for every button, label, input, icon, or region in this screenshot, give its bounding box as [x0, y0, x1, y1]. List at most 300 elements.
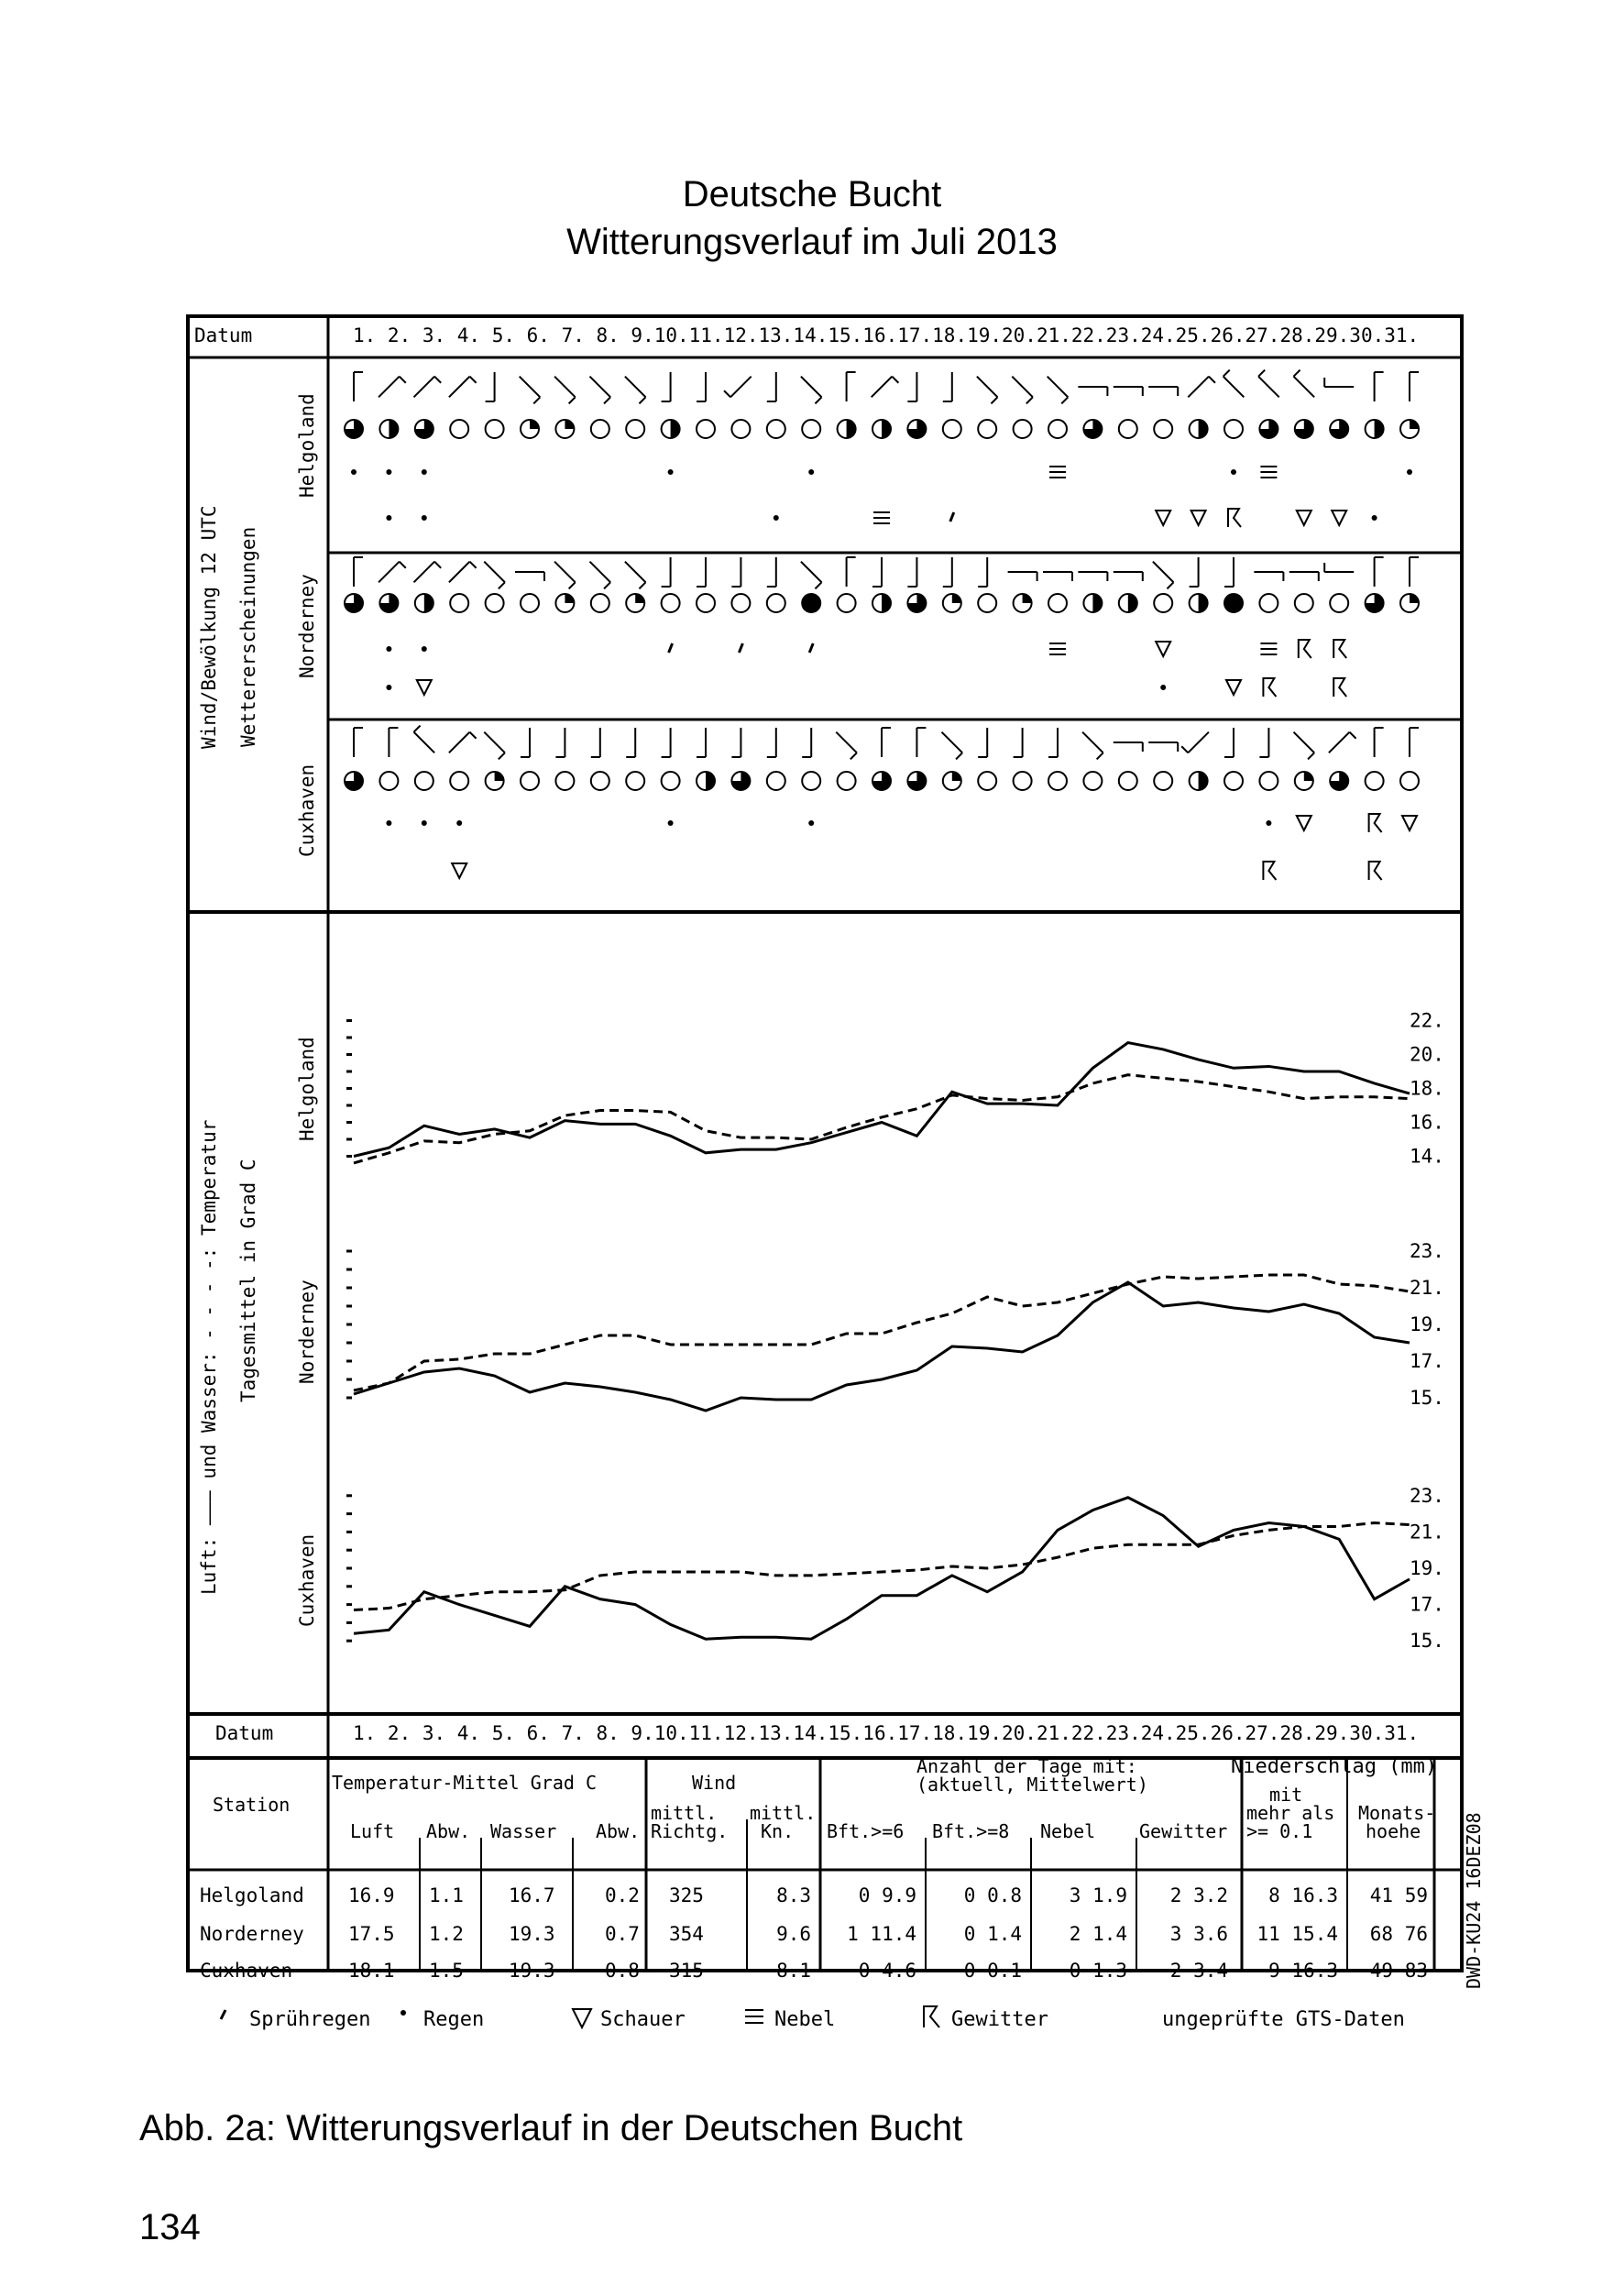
cloud-cover-icon	[1224, 594, 1243, 612]
col-richtg-2: Richtg.	[651, 1820, 729, 1842]
table-cell-kn: 8.1	[776, 1960, 811, 1982]
weather-phenomenon-icon	[1226, 680, 1241, 695]
cloud-cover-icon	[1366, 420, 1384, 438]
station-label-helgoland-weather: Helgoland	[296, 393, 318, 498]
weather-symbols	[345, 370, 1419, 880]
cloud-cover-icon	[486, 772, 504, 790]
weather-phenomenon-icon	[1333, 640, 1346, 658]
weather-phenomenon-icon	[452, 863, 466, 878]
cloud-cover-icon	[415, 594, 433, 612]
weather-phenomenon-icon	[1160, 685, 1166, 690]
weather-phenomenon-icon	[417, 680, 432, 695]
wind-barb-icon	[449, 562, 477, 583]
weather-phenomenon-icon	[1332, 511, 1346, 525]
y-tick-label: 17.	[1410, 1593, 1444, 1616]
table-cell-bft6: 0 9.9	[858, 1884, 916, 1906]
weather-phenomenon-icon	[456, 820, 462, 826]
cloud-cover-icon	[802, 420, 820, 438]
cloud-cover-icon	[1295, 420, 1313, 438]
wind-barb-icon	[589, 562, 610, 589]
y-tick-label: 21.	[1410, 1277, 1444, 1299]
table-cell-wasser: 16.7	[509, 1884, 555, 1906]
wind-barb-icon	[1082, 732, 1103, 760]
wind-barb-icon	[389, 728, 398, 757]
wind-barb-icon	[413, 562, 441, 583]
weather-phenomenon-icon	[386, 469, 391, 475]
table-cell-station: Norderney	[200, 1923, 304, 1945]
wind-barb-icon	[591, 728, 600, 757]
cloud-cover-icon	[591, 772, 609, 790]
cloud-cover-icon	[907, 594, 926, 612]
cloud-cover-icon	[345, 420, 363, 438]
page-subtitle: Witterungsverlauf im Juli 2013	[566, 222, 1058, 262]
wind-barb-icon	[1048, 377, 1069, 404]
wind-barb-icon	[731, 728, 741, 757]
cloud-cover-icon	[1224, 420, 1243, 438]
cloud-cover-icon	[1400, 420, 1419, 438]
cloud-cover-icon	[626, 420, 644, 438]
table-cell-monat: 49 83	[1369, 1960, 1428, 1982]
wind-barb-icon	[515, 572, 544, 581]
wind-barb-icon	[521, 728, 530, 757]
cloud-cover-icon	[838, 594, 856, 612]
table-cell-nebel: 0 1.3	[1069, 1960, 1127, 1982]
wind-barb-icon	[413, 726, 434, 753]
cloud-cover-icon	[345, 772, 363, 790]
col-luft: Luft	[350, 1820, 395, 1842]
weather-phenomenon-icon	[1266, 820, 1271, 826]
cloud-cover-icon	[1295, 594, 1313, 612]
col-mehr-3: >= 0.1	[1246, 1820, 1313, 1842]
wind-barb-icon	[943, 557, 952, 587]
wind-barb-icon	[731, 557, 741, 587]
cloud-cover-icon	[555, 420, 574, 438]
legend-gewitter: Gewitter	[951, 2008, 1048, 2031]
cloud-cover-icon	[626, 594, 644, 612]
weather-phenomenon-icon	[1156, 642, 1170, 656]
wind-barb-icon	[872, 557, 882, 587]
weather-phenomenon-icon	[386, 515, 391, 521]
col-abw1: Abw.	[426, 1820, 471, 1842]
table-cell-abw2: 0.2	[605, 1884, 640, 1906]
table-cell-kn: 9.6	[776, 1923, 811, 1945]
side-code: DWD-KU24 16DEZ08	[1463, 1812, 1485, 1989]
wind-barb-icon	[1293, 732, 1314, 760]
col-bft8: Bft.>=8	[932, 1820, 1010, 1842]
table-cell-richtg: 354	[669, 1923, 704, 1945]
wind-barb-icon	[1375, 372, 1384, 401]
cloud-cover-icon	[1330, 594, 1348, 612]
wind-barb-icon	[836, 732, 857, 760]
wind-barb-icon	[977, 377, 998, 404]
cloud-cover-icon	[450, 772, 468, 790]
col-nebel: Nebel	[1040, 1820, 1096, 1842]
weather-phenomenon-icon	[422, 820, 427, 826]
cloud-cover-icon	[978, 772, 996, 790]
wind-barb-icon	[801, 377, 822, 404]
wind-barb-icon	[1188, 377, 1215, 398]
weather-phenomenon-icon	[422, 469, 427, 475]
wind-barb-icon	[486, 372, 495, 401]
cloud-cover-icon	[1048, 772, 1067, 790]
wind-barb-icon	[1114, 572, 1143, 581]
table-cell-luft: 17.5	[348, 1923, 395, 1945]
wind-barb-icon	[941, 732, 962, 760]
cloud-cover-icon	[838, 420, 856, 438]
table-cell-abw2: 0.7	[605, 1923, 640, 1945]
weather-phenomenon-icon	[668, 469, 674, 475]
table-cell-abw1: 1.5	[429, 1960, 464, 1982]
cloud-cover-icon	[943, 420, 961, 438]
wind-barb-icon	[1410, 728, 1419, 757]
wind-barb-icon	[449, 377, 477, 398]
y-tick-label: 19.	[1410, 1557, 1444, 1579]
weather-phenomenon-icon	[386, 646, 391, 652]
y-tick-label: 22.	[1410, 1009, 1444, 1032]
days-group-header-1: Anzahl der Tage mit:	[916, 1755, 1137, 1777]
cloud-cover-icon	[1295, 772, 1313, 790]
cloud-cover-icon	[978, 420, 996, 438]
wind-barb-icon	[1375, 728, 1384, 757]
wind-barb-icon	[554, 377, 576, 404]
weather-phenomenon-icon	[1191, 511, 1206, 525]
cloud-cover-icon	[662, 420, 680, 438]
cloud-cover-icon	[1190, 772, 1208, 790]
wind-barb-icon	[354, 557, 363, 587]
legend-nebel: Nebel	[774, 2008, 836, 2031]
table-cell-gewitter: 3 3.6	[1169, 1923, 1228, 1945]
wind-barb-icon	[1259, 728, 1268, 757]
table-cell-bft6: 0 4.6	[858, 1960, 916, 1982]
y-tick-label: 19.	[1410, 1313, 1444, 1335]
weather-side-label-1: Wind/Bewölkung 12 UTC	[198, 505, 220, 749]
cloud-cover-icon	[486, 420, 504, 438]
station-label-helgoland-temp: Helgoland	[296, 1037, 318, 1141]
weather-phenomenon-icon	[1402, 816, 1417, 830]
table-cell-richtg: 325	[669, 1884, 704, 1906]
cloud-cover-icon	[521, 772, 539, 790]
wind-barb-icon	[354, 728, 363, 757]
wind-barb-icon	[662, 372, 671, 401]
wind-barb-icon	[1375, 557, 1384, 587]
weather-phenomenon-icon	[1263, 678, 1276, 697]
weather-phenomenon-icon	[809, 643, 813, 653]
wind-barb-icon	[802, 728, 811, 757]
weather-phenomenon-icon	[422, 646, 427, 652]
wind-barb-icon	[1153, 562, 1174, 589]
cloud-cover-icon	[1119, 772, 1137, 790]
table-cell-wasser: 19.3	[509, 1960, 555, 1982]
wind-barb-icon	[1048, 728, 1058, 757]
wind-barb-icon	[907, 372, 916, 401]
weather-side-label-2: Wettererscheinungen	[237, 526, 259, 747]
wind-barb-icon	[1410, 557, 1419, 587]
table-cell-kn: 8.3	[776, 1884, 811, 1906]
weather-phenomenon-icon	[808, 820, 814, 826]
drizzle-icon	[221, 2010, 225, 2019]
air-temp-line	[354, 1282, 1410, 1411]
precip-group-header: Niederschlag (mm)	[1231, 1755, 1438, 1778]
wind-barb-icon	[847, 557, 856, 587]
wind-barb-icon	[662, 557, 671, 587]
wind-barb-icon	[413, 377, 441, 398]
cloud-cover-icon	[767, 420, 785, 438]
wind-barb-icon	[354, 372, 363, 401]
cloud-cover-icon	[1366, 594, 1384, 612]
wind-barb-icon	[379, 377, 406, 398]
legend	[221, 2006, 1405, 2031]
weather-phenomenon-icon	[739, 643, 742, 653]
wind-barb-icon	[1043, 572, 1072, 581]
cloud-cover-icon	[1330, 772, 1348, 790]
wind-barb-icon	[1014, 728, 1023, 757]
cloud-cover-icon	[1014, 420, 1032, 438]
cloud-cover-icon	[415, 420, 433, 438]
weather-phenomenon-icon	[422, 515, 427, 521]
table-cell-abw1: 1.1	[429, 1884, 464, 1906]
cloud-cover-icon	[943, 772, 961, 790]
cloud-cover-icon	[1330, 420, 1348, 438]
cloud-cover-icon	[697, 594, 715, 612]
table-cell-bft8: 0 0.8	[963, 1884, 1022, 1906]
wind-barb-icon	[626, 728, 635, 757]
table-cell-station: Helgoland	[200, 1884, 304, 1906]
cloud-cover-icon	[872, 772, 891, 790]
weather-phenomenon-icon	[1049, 467, 1066, 478]
col-kn-1: mittl.	[750, 1802, 817, 1824]
legend-regen: Regen	[423, 2008, 485, 2031]
weather-phenomenon-icon	[950, 512, 954, 522]
col-bft6: Bft.>=6	[827, 1820, 905, 1842]
cloud-cover-icon	[872, 420, 891, 438]
cloud-cover-icon	[1119, 420, 1137, 438]
weather-phenomenon-icon	[1297, 511, 1311, 525]
col-monat-1: Monats-	[1358, 1802, 1436, 1824]
wind-barb-icon	[1329, 732, 1356, 753]
cloud-cover-icon	[1083, 772, 1102, 790]
wind-barb-icon	[1078, 387, 1107, 396]
wind-barb-icon	[484, 732, 505, 760]
cloud-cover-icon	[591, 594, 609, 612]
wind-barb-icon	[1181, 732, 1209, 753]
cloud-cover-icon	[555, 772, 574, 790]
table-cell-monat: 41 59	[1369, 1884, 1428, 1906]
cloud-cover-icon	[1014, 772, 1032, 790]
shower-icon	[573, 2009, 591, 2027]
weather-phenomenon-icon	[1369, 814, 1382, 832]
cloud-cover-icon	[450, 594, 468, 612]
legend-note: ungeprüfte GTS-Daten	[1162, 2008, 1405, 2031]
cloud-cover-icon	[662, 772, 680, 790]
cloud-cover-icon	[731, 772, 750, 790]
cloud-cover-icon	[697, 772, 715, 790]
wind-barb-icon	[1008, 572, 1037, 581]
weather-phenomenon-icon	[668, 820, 674, 826]
col-abw2: Abw.	[596, 1820, 641, 1842]
weather-phenomenon-icon	[1369, 862, 1382, 880]
wind-barb-icon	[554, 562, 576, 589]
weather-phenomenon-icon	[386, 820, 391, 826]
wind-barb-icon	[1254, 572, 1283, 581]
wind-barb-icon	[589, 377, 610, 404]
cloud-cover-icon	[1259, 594, 1278, 612]
weather-phenomenon-icon	[873, 512, 890, 523]
air-temp-line	[354, 1498, 1410, 1639]
weather-phenomenon-icon	[1156, 511, 1170, 525]
figure-caption: Abb. 2a: Witterungsverlauf in der Deutschen Bucht	[139, 2108, 963, 2148]
cloud-cover-icon	[662, 594, 680, 612]
weather-phenomenon-icon	[1372, 515, 1377, 521]
wind-barb-icon	[662, 728, 671, 757]
y-tick-label: 21.	[1410, 1521, 1444, 1543]
station-label-cuxhaven-temp: Cuxhaven	[296, 1533, 318, 1627]
table-cell-abw1: 1.2	[429, 1923, 464, 1945]
weather-phenomenon-icon	[1263, 862, 1276, 880]
wind-barb-icon	[767, 728, 776, 757]
cloud-cover-icon	[1119, 594, 1137, 612]
wind-barb-icon	[697, 728, 706, 757]
cloud-cover-icon	[345, 594, 363, 612]
table-rows	[200, 1884, 1428, 1982]
table-cell-abw2: 0.8	[605, 1960, 640, 1982]
table-cell-gewitter: 2 3.4	[1169, 1960, 1228, 1982]
legend-schauer: Schauer	[600, 2008, 686, 2031]
cloud-cover-icon	[697, 420, 715, 438]
table-cell-luft: 18.1	[348, 1960, 395, 1982]
wind-barb-icon	[1289, 572, 1319, 581]
station-label-norderney-weather: Norderney	[296, 574, 318, 678]
cloud-cover-icon	[1259, 772, 1278, 790]
cloud-cover-icon	[978, 594, 996, 612]
table-header	[213, 1755, 1437, 1842]
table-cell-gewitter: 2 3.2	[1169, 1884, 1228, 1906]
wind-barb-icon	[1324, 378, 1354, 387]
col-wasser: Wasser	[490, 1820, 557, 1842]
wind-barb-icon	[697, 557, 706, 587]
water-temp-line	[354, 1075, 1410, 1163]
table-cell-richtg: 315	[669, 1960, 704, 1982]
cloud-cover-icon	[1154, 772, 1172, 790]
wind-barb-icon	[1293, 370, 1314, 398]
col-mehr-1: mit	[1269, 1784, 1303, 1806]
table-cell-luft: 16.9	[348, 1884, 395, 1906]
table-cell-wasser: 19.3	[509, 1923, 555, 1945]
col-monat-2: hoehe	[1366, 1820, 1421, 1842]
weather-phenomenon-icon	[1231, 469, 1236, 475]
cloud-cover-icon	[767, 594, 785, 612]
cloud-cover-icon	[907, 772, 926, 790]
cloud-cover-icon	[1400, 772, 1419, 790]
table-cell-nebel: 2 1.4	[1069, 1923, 1127, 1945]
weather-phenomenon-icon	[669, 643, 673, 653]
cloud-cover-icon	[1400, 594, 1419, 612]
wind-barb-icon	[1078, 572, 1107, 581]
cloud-cover-icon	[1154, 594, 1172, 612]
cloud-cover-icon	[626, 772, 644, 790]
wind-barb-icon	[1258, 370, 1279, 398]
wind-barb-icon	[449, 732, 477, 753]
wind-barb-icon	[625, 377, 646, 404]
cloud-cover-icon	[521, 420, 539, 438]
cloud-cover-icon	[802, 594, 820, 612]
cloud-cover-icon	[1224, 772, 1243, 790]
station-col-header: Station	[213, 1794, 291, 1816]
cloud-cover-icon	[1259, 420, 1278, 438]
weather-phenomenon-icon	[774, 515, 779, 521]
wind-barb-icon	[801, 562, 822, 589]
wind-barb-icon	[1190, 557, 1199, 587]
y-tick-label: 23.	[1410, 1240, 1444, 1262]
cloud-cover-icon	[555, 594, 574, 612]
weather-phenomenon-icon	[1297, 816, 1311, 830]
cloud-cover-icon	[1083, 594, 1102, 612]
weather-phenomenon-icon	[1299, 640, 1311, 658]
table-cell-monat: 68 76	[1369, 1923, 1428, 1945]
wind-barb-icon	[1114, 742, 1143, 752]
cloud-cover-icon	[379, 420, 398, 438]
wind-barb-icon	[1114, 387, 1143, 396]
y-tick-label: 14.	[1410, 1145, 1444, 1168]
cloud-cover-icon	[1014, 594, 1032, 612]
cloud-cover-icon	[838, 772, 856, 790]
water-temp-line	[354, 1275, 1410, 1390]
station-label-norderney-temp: Norderney	[296, 1280, 318, 1384]
table-cell-bft8: 0 0.1	[963, 1960, 1022, 1982]
cloud-cover-icon	[872, 594, 891, 612]
wind-barb-icon	[943, 372, 952, 401]
wind-barb-icon	[555, 728, 565, 757]
col-kn-2: Kn.	[761, 1820, 795, 1842]
cloud-cover-icon	[731, 420, 750, 438]
weather-phenomenon-icon	[386, 685, 391, 690]
weather-phenomenon-icon	[1049, 643, 1066, 654]
weather-phenomenon-icon	[1228, 509, 1241, 527]
table-cell-bft6: 1 11.4	[847, 1923, 916, 1945]
wind-barb-icon	[1223, 370, 1245, 398]
rain-icon	[401, 2010, 406, 2016]
wind-barb-icon	[1148, 387, 1178, 396]
weather-phenomenon-icon	[1260, 643, 1277, 654]
wind-barb-icon	[978, 557, 987, 587]
wind-barb-icon	[872, 377, 899, 398]
cloud-cover-icon	[1048, 420, 1067, 438]
cloud-cover-icon	[943, 594, 961, 612]
col-gewitter: Gewitter	[1139, 1820, 1228, 1842]
y-tick-label: 18.	[1410, 1077, 1444, 1100]
weather-phenomenon-icon	[1333, 678, 1346, 697]
cloud-cover-icon	[415, 772, 433, 790]
weather-phenomenon-icon	[1407, 469, 1412, 475]
y-tick-label: 23.	[1410, 1484, 1444, 1507]
cloud-cover-icon	[486, 594, 504, 612]
wind-barb-icon	[1410, 372, 1419, 401]
cloud-cover-icon	[1154, 420, 1172, 438]
wind-barb-icon	[978, 728, 987, 757]
cloud-cover-icon	[521, 594, 539, 612]
page-title: Deutsche Bucht	[682, 174, 942, 214]
cloud-cover-icon	[1190, 420, 1208, 438]
table-cell-mehr: 11 15.4	[1256, 1923, 1338, 1945]
table-cell-nebel: 3 1.9	[1069, 1884, 1127, 1906]
wind-barb-icon	[907, 557, 916, 587]
y-tick-label: 15.	[1410, 1387, 1444, 1409]
y-tick-label: 17.	[1410, 1350, 1444, 1372]
wind-barb-icon	[916, 728, 926, 757]
weather-phenomenon-icon	[351, 469, 357, 475]
y-tick-label: 16.	[1410, 1111, 1444, 1134]
temperature-plots	[346, 1010, 1444, 1653]
wind-barb-icon	[847, 372, 856, 401]
